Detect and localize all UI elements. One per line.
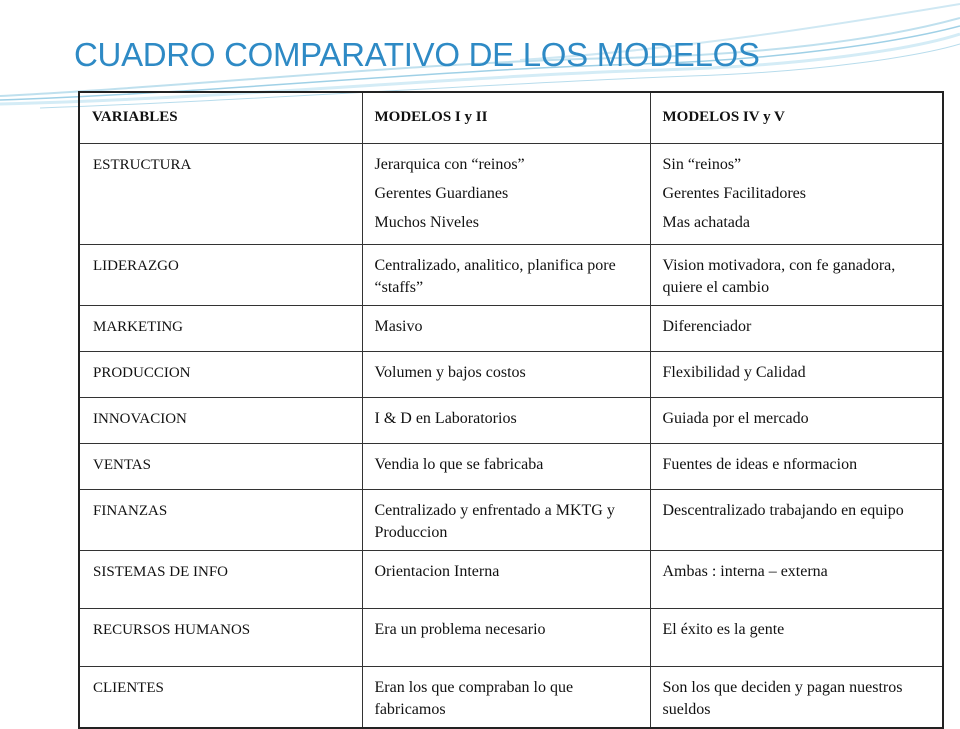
cell-line: Gerentes Guardianes [374,184,509,202]
table-row [79,351,943,397]
row-variable: MARKETING [79,305,362,351]
table-row [79,397,943,443]
table-row [79,443,943,489]
row-variable: FINANZAS [79,489,362,550]
cell-line: Flexibilidad y Calidad [662,363,806,381]
row-variable: ESTRUCTURA [79,143,362,244]
cell-modelos-1-2 [362,143,650,244]
cell-line: Centralizado, analitico, planifica pore “staffs” [374,256,616,296]
cell-line: I & D en Laboratorios [374,409,517,427]
row-variable: RECURSOS HUMANOS [79,608,362,666]
cell-line: Era un problema necesario [374,620,546,638]
cell-line: Volumen y bajos costos [374,363,526,381]
cell-line: Son los que deciden y pagan nuestros sueldos [662,678,903,718]
cell-line: Gerentes Facilitadores [662,184,806,202]
row-variable: LIDERAZGO [79,244,362,305]
cell-modelos-1-2 [362,608,650,666]
row-variable: CLIENTES [79,666,362,728]
header-modelos-1-2: MODELOS I y II [362,92,650,143]
cell-modelos-1-2 [362,244,650,305]
cell-line: Sin “reinos” [662,155,742,173]
slide-title: CUADRO COMPARATIVO DE LOS MODELOS [74,36,760,73]
header-variables: VARIABLES [79,92,362,143]
cell-line: Guiada por el mercado [662,409,809,427]
row-variable: INNOVACION [79,397,362,443]
cell-line: Eran los que compraban lo que fabricamos [374,678,574,718]
cell-modelos-4-5 [650,397,943,443]
cell-modelos-4-5 [650,244,943,305]
cell-line: El éxito es la gente [662,620,785,638]
table-row [79,489,943,550]
cell-modelos-1-2 [362,397,650,443]
cell-line: Jerarquica con “reinos” [374,155,525,173]
comparison-table [78,91,944,729]
cell-modelos-1-2 [362,443,650,489]
cell-modelos-4-5 [650,608,943,666]
cell-modelos-4-5 [650,305,943,351]
cell-modelos-4-5 [650,489,943,550]
table-row [79,305,943,351]
table-header-row [79,92,943,143]
cell-modelos-4-5 [650,443,943,489]
cell-modelos-4-5 [650,666,943,728]
cell-line: Muchos Niveles [374,213,479,231]
row-variable: VENTAS [79,443,362,489]
cell-modelos-4-5 [650,351,943,397]
table-row [79,244,943,305]
header-modelos-4-5: MODELOS IV y V [650,92,943,143]
cell-line: Vision motivadora, con fe ganadora, quiere el cambio [662,256,896,296]
table-row [79,666,943,728]
cell-modelos-1-2 [362,489,650,550]
cell-line: Centralizado y enfrentado a MKTG y Produccion [374,501,615,541]
table-row [79,608,943,666]
cell-modelos-4-5 [650,143,943,244]
cell-modelos-1-2 [362,305,650,351]
table-row [79,143,943,244]
cell-line: Ambas : interna – externa [662,562,828,580]
row-variable: SISTEMAS DE INFO [79,550,362,608]
cell-line: Diferenciador [662,317,752,335]
cell-modelos-4-5 [650,550,943,608]
cell-line: Fuentes de ideas e nformacion [662,455,858,473]
table-row [79,550,943,608]
cell-modelos-1-2 [362,351,650,397]
cell-line: Descentralizado trabajando en equipo [662,501,904,519]
cell-line: Orientacion Interna [374,562,500,580]
cell-modelos-1-2 [362,550,650,608]
cell-line: Mas achatada [662,213,751,231]
cell-line: Vendia lo que se fabricaba [374,455,544,473]
row-variable: PRODUCCION [79,351,362,397]
cell-modelos-1-2 [362,666,650,728]
cell-line: Masivo [374,317,423,335]
